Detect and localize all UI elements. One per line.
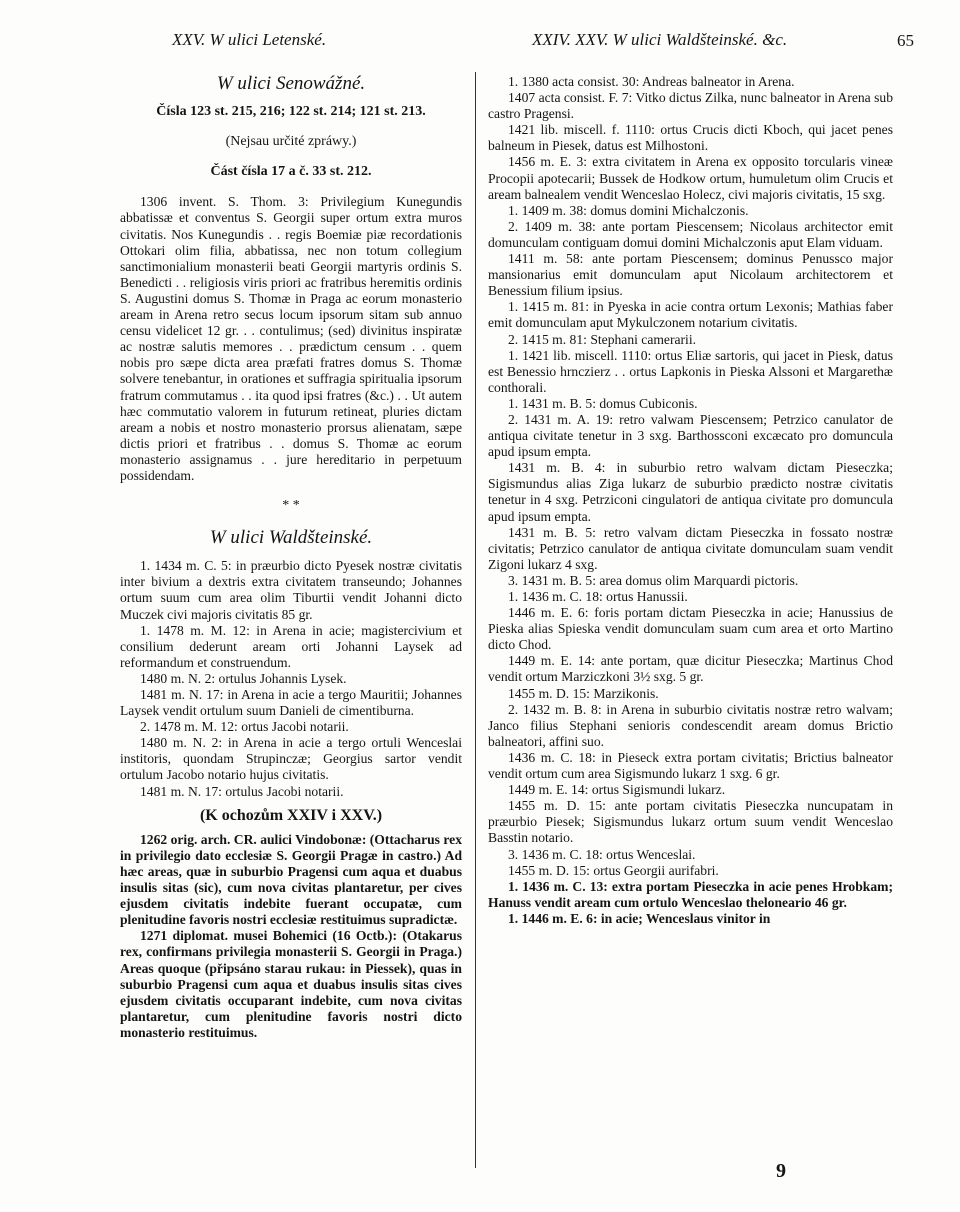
entry-paragraph: 2. 1409 m. 38: ante portam Piescensem; Nicolaus architector emit domunculam contiguam domui domini Michalczonis aput Elam viduam.	[488, 218, 893, 250]
entry-paragraph: 2. 1432 m. B. 8: in Arena in suburbio civitatis nostræ retro walvam; Janco filius Stephani senioris condescendit aream domus Brictio balneatori, affini suo.	[488, 701, 893, 749]
entry-paragraph: 3. 1431 m. B. 5: area domus olim Marquardi pictoris.	[508, 572, 799, 588]
no-records-note: (Nejsau určité zpráwy.)	[225, 134, 357, 150]
entry-paragraph: 2. 1478 m. M. 12: ortus Jacobi notarii.	[140, 719, 349, 735]
entry-paragraph: 1. 1409 m. 38: domus domini Michalczonis.	[508, 202, 749, 218]
entry-paragraph: 1. 1421 lib. miscell. 1110: ortus Eliæ sartoris, qui jacet in Piesk, datus est Benessio hrnczierz . . ortus Lapkonis in Pieska Alssoni et Margarethæ conthorali.	[488, 347, 893, 395]
entry-paragraph: 3. 1436 m. C. 18: ortus Wenceslai.	[508, 846, 696, 862]
house-numbers: Čísla 123 st. 215, 216; 122 st. 214; 121 st. 213.	[156, 104, 426, 120]
entry-paragraph: 1446 m. E. 6: foris portam dictam Pieseczka in acie; Hanussius de Pieska alias Spieska vendit domunculam suam cum area et orto Martino dicto Chod.	[488, 605, 893, 653]
entry-paragraph: 1. 1380 acta consist. 30: Andreas balneator in Arena.	[508, 74, 795, 89]
entry-paragraph: 1449 m. E. 14: ortus Sigismundi lukarz.	[508, 782, 726, 798]
entry-paragraph: 1481 m. N. 17: in Arena in acie a tergo Mauritii; Johannes Laysek vendit ortulum suum Danieli de cimentiburna.	[120, 687, 462, 719]
right-column	[488, 74, 893, 927]
entry-paragraph: 1431 m. B. 5: retro valvam dictam Pieseczka in fossato nostræ civitatis; Petrzico canulator de antiqua civitate domunculam suam vendit Zigoni lukarz 4 sxg.	[488, 524, 893, 572]
entry-paragraph: 1431 m. B. 4: in suburbio retro walvam dictam Pieseczka; Sigismundus alias Ziga lukarz de suburbio prædicto nostræ civitatis tenetur in 4 sxg. Petrziconi cingulatori de antiqua civitate pro domuncula apud ipsum empta.	[488, 460, 893, 524]
bold-entries-right	[488, 879, 893, 927]
section-separator: * *	[282, 498, 300, 514]
entry-paragraph: 1407 acta consist. F. 7: Vitko dictus Zilka, nunc balneator in Arena sub castro Pragensi.	[488, 90, 893, 122]
entry-paragraph: 1271 diplomat. musei Bohemici (16 Octb.): (Otakarus rex, confirmans privilegia monasterii S. Georgii in Praga.) Areas quoque (připsáno starau rukau: in Piessek), quas in suburbio Pragensi cum aqua et duabus insulis sitas cives ejusdem civitatis occuparant indebite, cum nova civitas plantaretur, cum plenitudine favoris nostri dicto monasterio restituimus.	[120, 928, 462, 1040]
entry-paragraph: 1455 m. D. 15: ante portam civitatis Pieseczka nuncupatam in præurbio Piesek; Sigismundus lukarz ortum suum vendit Wenceslao Basstin notario.	[488, 798, 893, 846]
entry-paragraph: 1262 orig. arch. CR. aulici Vindobonæ: (Ottacharus rex in privilegio dato ecclesiæ S. Georgii Pragæ in castro.) Ad hæc areas, quæ in suburbio Pragensi cum aqua et duabus insulis sitas (sic), cum nova civitas plantaretur, per cives ejusdem civitatis indebite fuerant occupatæ, cum plenitudine favoris nostri ecclesiæ restituimus supradictæ.	[120, 831, 462, 928]
entry-paragraph: 1421 lib. miscell. f. 1110: ortus Crucis dicti Kboch, qui jacet penes balneum in Piesek, datus est Milhostoni.	[488, 122, 893, 154]
bold-entries-left	[120, 832, 462, 1041]
entry-paragraph: 1481 m. N. 17: ortulus Jacobi notarii.	[140, 783, 344, 799]
part-numbers: Část čísla 17 a č. 33 st. 212.	[210, 164, 372, 180]
entry-paragraph: 1. 1431 m. B. 5: domus Cubiconis.	[508, 395, 698, 411]
entry-paragraph: 1. 1436 m. C. 18: ortus Hanussii.	[508, 589, 688, 604]
entry-paragraph: 1455 m. D. 15: Marzikonis.	[508, 685, 659, 701]
entry-paragraph: 1480 m. N. 2: ortulus Johannis Lysek.	[140, 670, 347, 686]
running-head-left: XXV. W ulici Letenské.	[172, 30, 327, 49]
entry-paragraph: 1306 invent. S. Thom. 3: Privilegium Kunegundis abbatissæ et conventus S. Georgii super ortum extra muros civitatis. Nos Kunegundis . . regis Boemiæ piæ recordationis Ottokari olim filia, abbatissa, nec non totum collegium sanctimonialium monasterii beati Georgii martyris ordinis S. Benedicti . . religiosis viris priori ac fratribus heremitis ordinis S. Augustini domus S. Thomæ in Praga ac eorum monasterio aream in Arena retro secus locum ipsorum sitam sub annuo censu videlicet 12 gr. . . contulimus; (sed) divinitus inspiratæ ac nostræ salutis memores . . prædictum censum . . quem nobis pro sæpe dicta area præfati fratres domus S. Thomæ solvere tenebantur, in orationes et suffragia spiritualia ipsorum fratrum commutamus . . ita quod ipsi fratres (&c.) . . Ut autem hæc commutatio valorem in futurum retineat, pluries dictam aream a nobis et nostro monasterio prorsus alienatam, sæpe dictis priori et fratribus . . domus S. Thomæ ac eorum monasterio assignamus . . jure hereditario in perpetuum possidendam.	[120, 194, 462, 483]
entry-paragraph: 2. 1431 m. A. 19: retro valwam Piescensem; Petrzico canulator de antiqua civitate tenetur in 3 sxg. Barthossconi excæcato pro domuncula apud ipsum empta.	[488, 411, 893, 460]
entry-paragraph: 1. 1446 m. E. 6: in acie; Wenceslaus vinitor in	[508, 910, 771, 926]
entry-paragraph: 1455 m. D. 15: ortus Georgii aurifabri.	[508, 862, 719, 878]
entry-paragraph: 2. 1415 m. 81: Stephani camerarii.	[508, 331, 697, 347]
running-head-right: XXIV. XXV. W ulici Waldšteinské. &c.	[532, 30, 788, 49]
section-heading-senowazne: W ulici Senowážné.	[216, 73, 366, 94]
section-heading-waldsteinske: W ulici Waldšteinské.	[209, 527, 373, 549]
left-column	[120, 74, 462, 1041]
entry-paragraph: 1449 m. E. 14: ante portam, quæ dicitur Pieseczka; Martinus Chod vendit ortum Marziczkoni 3½ sxg. 5 gr.	[488, 653, 893, 685]
entry-paragraph: 1. 1415 m. 81: in Pyeska in acie contra ortum Lexonis; Mathias faber emit domunculam aput Mykulczonem notarium civitatis.	[488, 299, 893, 331]
signature-mark: 9	[776, 1160, 786, 1182]
entry-paragraph: 1456 m. E. 3: extra civitatem in Arena ex opposito torcularis vineæ Procopii apotecarii; Bussek de Hodkow ortum, humuletum olim Crucis et aream balnealem vendit Wenceslao Holecz, civi majoris civitatis, 15 sxg.	[488, 154, 893, 202]
entry-paragraph: 1411 m. 58: ante portam Piescensem; dominus Penussco major mansionarius emit domunculam aput Nicolaum architectorem et Benessium filium ipsius.	[488, 251, 893, 299]
entry-paragraph: 1436 m. C. 18: in Pieseck extra portam civitatis; Brictius balneator vendit ortum cum area Sigismundo lukarz 1 sxg. 6 gr.	[488, 749, 893, 782]
column-divider	[475, 72, 476, 1168]
page-number: 65	[897, 31, 914, 50]
entry-paragraph: 1. 1478 m. M. 12: in Arena in acie; magistercivium et consilium dederunt aream orti Johanni Laysek ad reformandum et construendum.	[120, 622, 462, 670]
section-heading-ochozy: (K ochozům XXIV i XXV.)	[199, 806, 383, 824]
entry-paragraph: 1. 1436 m. C. 13: extra portam Pieseczka in acie penes Hrobkam; Hanuss vendit aream cum ortulo Wenceslao theloneario 46 gr.	[488, 878, 893, 910]
entry-paragraph: 1. 1434 m. C. 5: in præurbio dicto Pyesek nostræ civitatis inter bivium a dextris extra civitatem transeundo; Johannes ortum suum cum area olim Tiburtii vendit Johanni dicto Muczek civi majoris civitatis 85 gr.	[120, 558, 462, 622]
entry-paragraph: 1480 m. N. 2: in Arena in acie a tergo ortuli Wenceslai institoris, quondam Strupinczæ; Georgius sartor vendit ortulum Jacobo notario hujus civitatis.	[120, 735, 462, 783]
